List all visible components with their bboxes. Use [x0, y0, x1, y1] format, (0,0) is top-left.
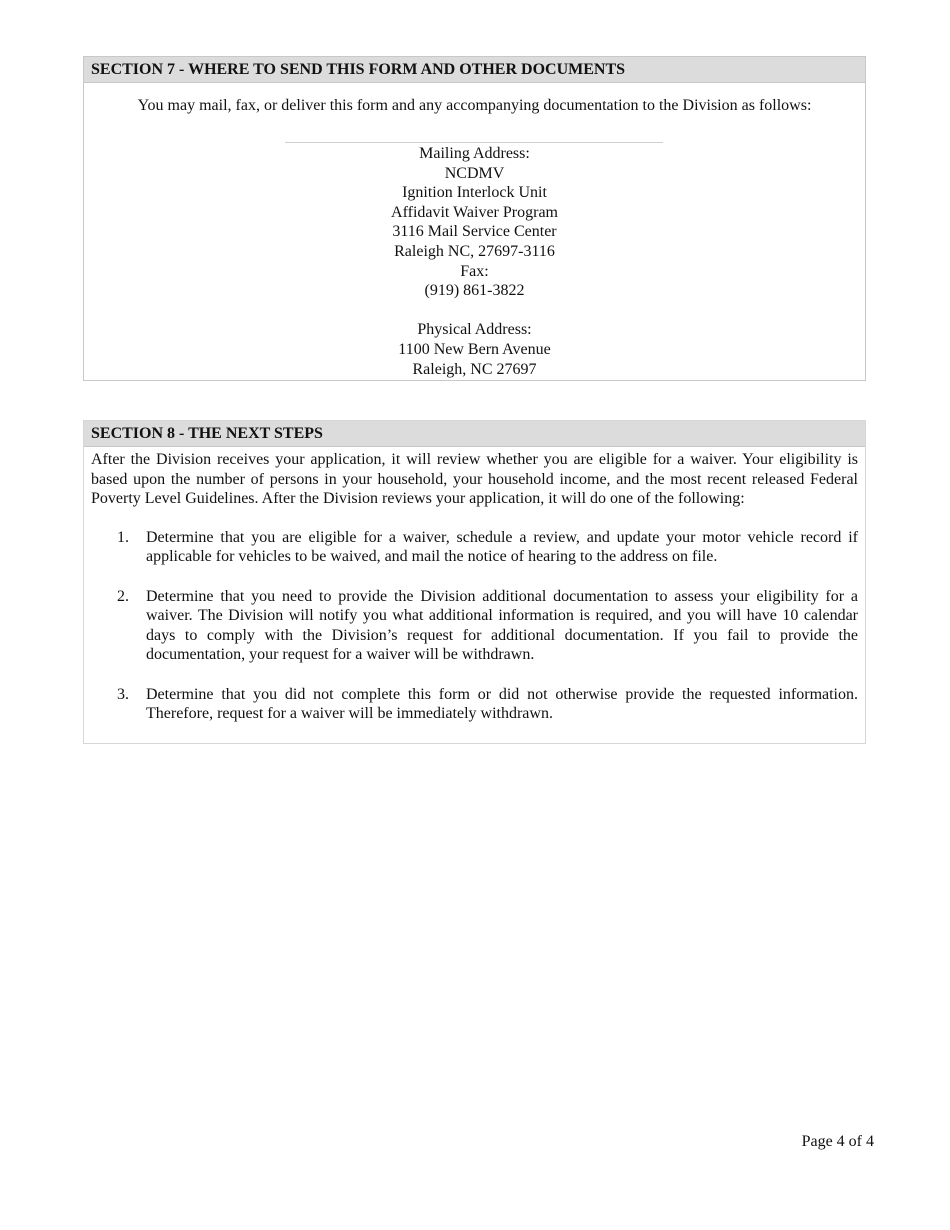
section-8	[83, 420, 866, 744]
list-number: 3.	[117, 685, 129, 703]
mailing-address-label: Mailing Address:	[419, 145, 530, 162]
list-number: 1.	[117, 528, 129, 546]
next-steps-list	[84, 528, 865, 724]
address-block	[84, 144, 865, 379]
section-8-title: SECTION 8 - THE NEXT STEPS	[84, 420, 865, 447]
section-7-title: SECTION 7 - WHERE TO SEND THIS FORM AND OTHER DOCUMENTS	[84, 57, 865, 83]
fax-number: (919) 861-3822	[424, 282, 525, 300]
section-7	[83, 56, 866, 381]
fax-label: Fax:	[460, 262, 489, 280]
mailing-address-line: 3116 Mail Service Center	[392, 223, 557, 241]
physical-address-line: Raleigh, NC 27697	[412, 360, 537, 378]
mailing-address-line: Raleigh NC, 27697-3116	[394, 242, 555, 260]
list-item	[117, 528, 858, 567]
list-number: 2.	[117, 587, 129, 605]
spacer	[84, 301, 865, 321]
physical-address-line: 1100 New Bern Avenue	[398, 340, 551, 358]
mailing-address-line: Ignition Interlock Unit	[402, 184, 547, 202]
divider	[285, 142, 663, 143]
list-text: Determine that you need to provide the Division additional documentation to assess your eligibility for a waiver. The Division will notify you what additional information is required, and you will have 10 calendar days to comply with the Division’s request for additional documentation. If you fail to provide the documentation, your request for a waiver will be withdrawn.	[146, 587, 858, 664]
section-7-intro: You may mail, fax, or deliver this form and any accompanying documentation to the Division as follows:	[137, 97, 812, 114]
list-item	[117, 685, 858, 724]
list-text: Determine that you did not complete this form or did not otherwise provide the requested information. Therefore, request for a waiver will be immediately withdrawn.	[146, 685, 858, 723]
physical-address-label: Physical Address:	[417, 321, 532, 339]
section-8-intro: After the Division receives your application, it will review whether you are eligible for a waiver. Your eligibility is based upon the number of persons in your household, your household income, and the most recent released Federal Poverty Level Guidelines. After the Division reviews your application, it will do one of the following:	[91, 451, 858, 508]
list-text: Determine that you are eligible for a waiver, schedule a review, and update your motor vehicle record if applicable for vehicles to be waived, and mail the notice of hearing to the address on file.	[146, 528, 858, 566]
list-item	[117, 587, 858, 665]
mailing-address-line: NCDMV	[444, 164, 505, 182]
page-number: Page 4 of 4	[801, 1133, 874, 1150]
mailing-address-line: Affidavit Waiver Program	[391, 203, 558, 221]
